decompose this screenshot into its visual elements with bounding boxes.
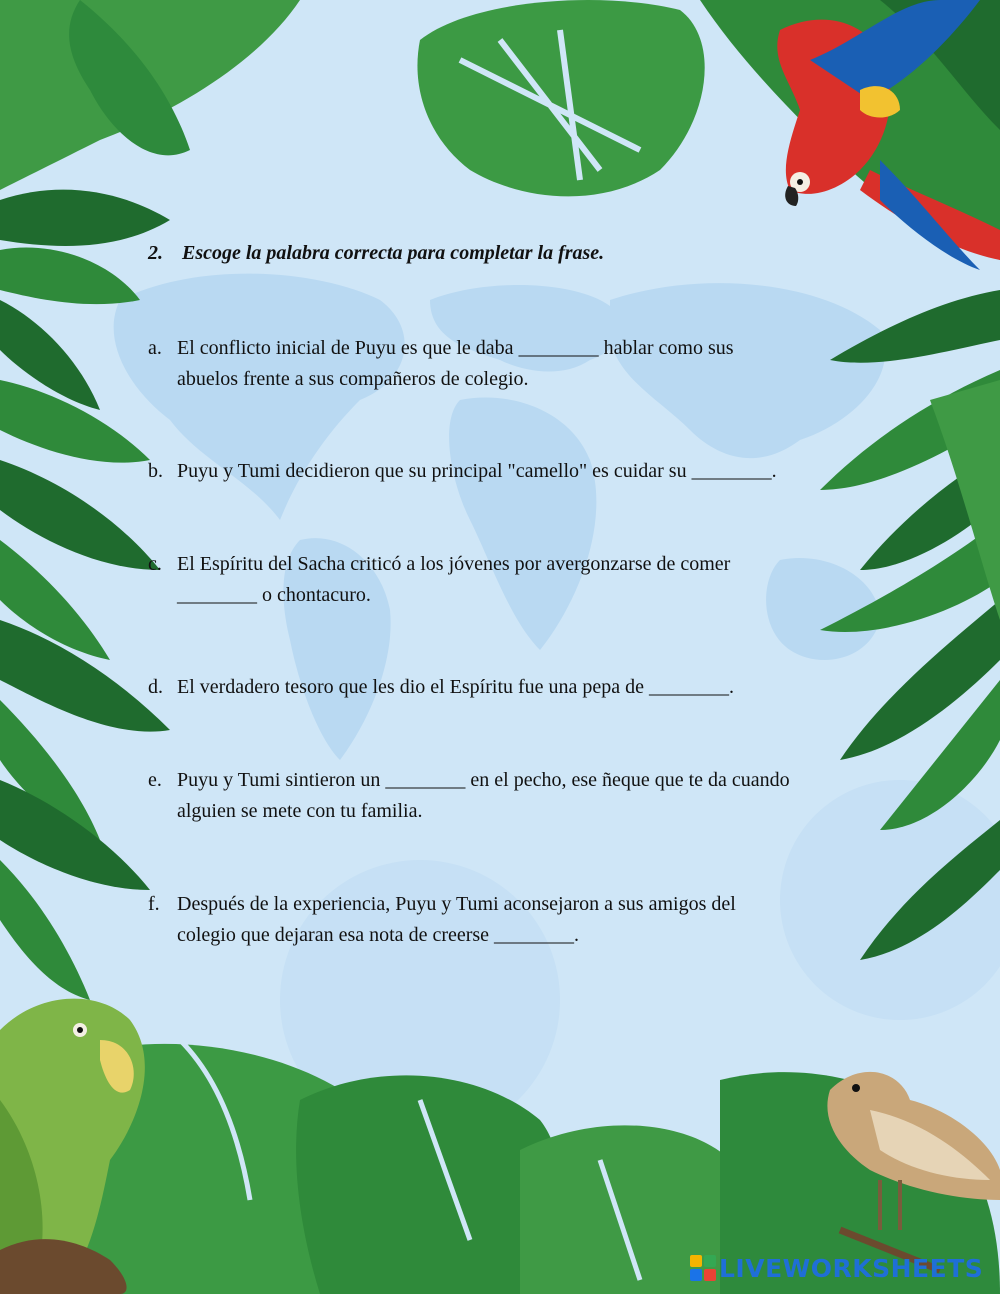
- question-line: El Espíritu del Sacha criticó a los jóvenes por avergonzarse de comer: [177, 553, 731, 575]
- question-letter: b.: [148, 460, 163, 482]
- question-line: colegio que dejaran esa nota de creerse ________.: [177, 924, 580, 946]
- liveworksheets-logo-icon: [690, 1255, 716, 1281]
- logo-text: LIVEWORKSHEETS: [719, 1253, 984, 1283]
- question-d: [148, 672, 734, 703]
- question-line: ________ o chontacuro.: [177, 584, 371, 606]
- question-line: Puyu y Tumi decidieron que su principal "camello" es cuidar su ________.: [177, 460, 777, 482]
- instruction-number: 2.: [148, 242, 163, 264]
- question-b: [148, 456, 777, 487]
- instruction-heading: [148, 242, 604, 265]
- instruction-text: Escoge la palabra correcta para completar la frase.: [182, 242, 605, 264]
- question-e: [148, 765, 790, 827]
- question-c: [148, 549, 730, 611]
- question-line: abuelos frente a sus compañeros de colegio.: [177, 368, 529, 390]
- question-a: [148, 333, 734, 395]
- question-letter: a.: [148, 337, 162, 359]
- question-letter: e.: [148, 769, 162, 791]
- liveworksheets-logo: [690, 1253, 983, 1283]
- question-line: Puyu y Tumi sintieron un ________ en el pecho, ese ñeque que te da cuando: [177, 769, 790, 791]
- question-line: El conflicto inicial de Puyu es que le daba ________ hablar como sus: [177, 337, 734, 359]
- question-line: Después de la experiencia, Puyu y Tumi aconsejaron a sus amigos del: [177, 893, 736, 915]
- question-letter: d.: [148, 676, 163, 698]
- question-f: [148, 889, 736, 951]
- question-letter: f.: [148, 893, 160, 915]
- question-letter: c.: [148, 553, 162, 575]
- question-line: El verdadero tesoro que les dio el Espíritu fue una pepa de ________.: [177, 676, 735, 698]
- question-line: alguien se mete con tu familia.: [177, 800, 423, 822]
